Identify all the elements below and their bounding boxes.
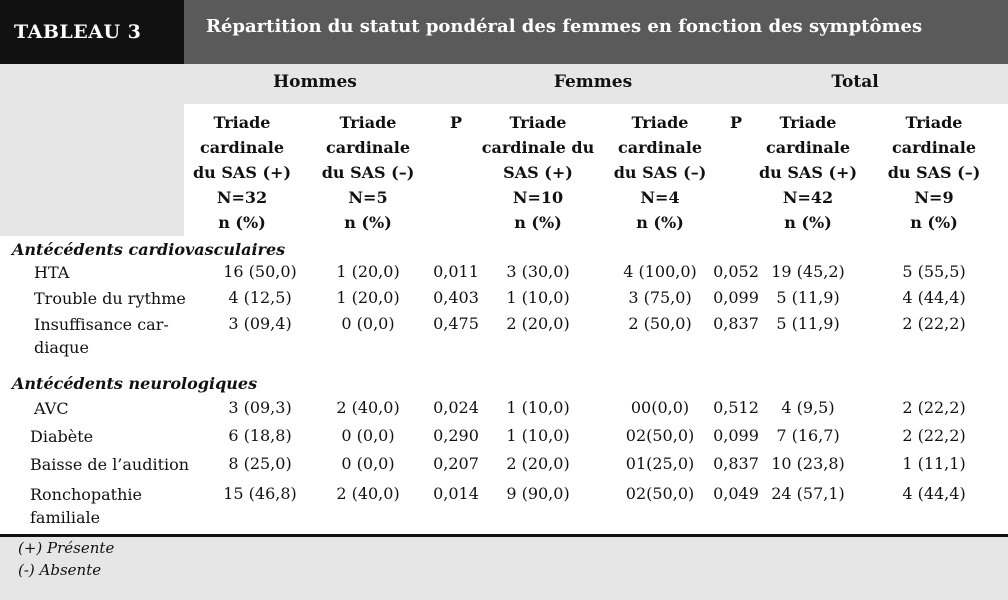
table-cell: 16 (50,0) <box>223 262 297 281</box>
table-cell: 0,024 <box>433 398 479 417</box>
row-label: HTA <box>34 263 70 282</box>
column-header-line: N=5 <box>348 188 388 207</box>
column-header-8 <box>874 110 994 235</box>
table-title: Répartition du statut pondéral des femmes en fonction des symptômes <box>184 0 1008 64</box>
table-cell: 6 (18,8) <box>228 426 292 445</box>
table-cell: 01(25,0) <box>625 454 695 473</box>
table-cell: 2 (40,0) <box>336 484 400 503</box>
table-cell: 1 (10,0) <box>506 288 570 307</box>
column-header-line: du SAS (–) <box>887 163 981 182</box>
table-cell: 00(0,0) <box>630 398 690 417</box>
table-cell: 0,403 <box>433 288 479 307</box>
table-body <box>0 236 1008 534</box>
column-header-line: N=4 <box>640 188 680 207</box>
table-cell: 2 (22,2) <box>902 314 966 333</box>
column-header-line: du SAS (–) <box>321 163 415 182</box>
table-cell: 0,099 <box>713 288 759 307</box>
table-cell: 0,014 <box>433 484 479 503</box>
table-cell: 4 (100,0) <box>623 262 697 281</box>
row-label: diaque <box>34 338 89 357</box>
section-title: Antécédents cardiovasculaires <box>12 240 286 259</box>
table-cell: 1 (10,0) <box>506 398 570 417</box>
table-cell: 1 (20,0) <box>336 288 400 307</box>
table-cell: 02(50,0) <box>625 426 695 445</box>
group-hommes: Hommes <box>273 72 357 92</box>
row-label: AVC <box>34 399 69 418</box>
row-label: familiale <box>30 508 101 527</box>
table-cell: 2 (22,2) <box>902 398 966 417</box>
column-header-line: n (%) <box>784 213 832 232</box>
table-cell: 9 (90,0) <box>506 484 570 503</box>
column-header-line: Triade <box>779 113 837 132</box>
table-cell: 2 (22,2) <box>902 426 966 445</box>
group-femmes: Femmes <box>553 72 633 92</box>
table-cell: 0 (0,0) <box>341 314 395 333</box>
table-cell: 4 (12,5) <box>228 288 292 307</box>
column-header-7 <box>748 110 868 235</box>
column-header-line: Triade <box>509 113 567 132</box>
footnote-absent: (-) Absente <box>18 561 102 579</box>
table-footnotes <box>0 537 1008 600</box>
table-cell: 0 (0,0) <box>341 454 395 473</box>
column-header-line: P <box>729 113 743 132</box>
column-header-line: cardinale <box>891 138 977 157</box>
table-cell: 0 (0,0) <box>341 426 395 445</box>
table-cell: 2 (40,0) <box>336 398 400 417</box>
footnote-present: (+) Présente <box>18 539 115 557</box>
column-header-line: du SAS (+) <box>192 163 292 182</box>
column-header-line: du SAS (–) <box>613 163 707 182</box>
column-header-line: n (%) <box>636 213 684 232</box>
column-header-line: cardinale <box>325 138 411 157</box>
column-header-line: Triade <box>213 113 271 132</box>
section-title: Antécédents neurologiques <box>12 374 258 393</box>
row-label: Trouble du rythme <box>34 289 186 308</box>
column-header-line: Triade <box>339 113 397 132</box>
group-total: Total <box>831 72 879 92</box>
column-header-line: n (%) <box>910 213 958 232</box>
column-header-line: N=9 <box>914 188 954 207</box>
column-header-line: SAS (+) <box>503 163 573 182</box>
column-header-line: cardinale <box>199 138 285 157</box>
table-cell: 3 (09,3) <box>228 398 292 417</box>
table-cell: 24 (57,1) <box>771 484 845 503</box>
table-header <box>0 0 1008 64</box>
table-cell: 2 (20,0) <box>506 314 570 333</box>
column-header-1 <box>182 110 302 235</box>
column-header-line: N=42 <box>782 188 834 207</box>
table-cell: 0,011 <box>433 262 479 281</box>
table-cell: 3 (09,4) <box>228 314 292 333</box>
table-cell: 4 (9,5) <box>781 398 835 417</box>
row-label: Diabète <box>30 427 94 446</box>
column-header-line: N=32 <box>216 188 268 207</box>
table-cell: 2 (20,0) <box>506 454 570 473</box>
column-header-row <box>184 104 1008 236</box>
column-header-line: cardinale <box>765 138 851 157</box>
column-header-line: Triade <box>905 113 963 132</box>
row-label: Insuffisance car- <box>34 315 169 334</box>
table-cell: 1 (11,1) <box>902 454 966 473</box>
table-cell: 8 (25,0) <box>228 454 292 473</box>
table-cell: 15 (46,8) <box>223 484 297 503</box>
table-cell: 3 (30,0) <box>506 262 570 281</box>
column-header-line: cardinale du <box>481 138 595 157</box>
table-cell: 0,512 <box>713 398 759 417</box>
column-header-line: P <box>449 113 463 132</box>
group-header-row <box>0 64 1008 104</box>
table-cell: 5 (11,9) <box>776 314 840 333</box>
table-cell: 3 (75,0) <box>628 288 692 307</box>
table-cell: 4 (44,4) <box>902 484 966 503</box>
column-header-line: n (%) <box>344 213 392 232</box>
table-cell: 0,290 <box>433 426 479 445</box>
table-cell: 02(50,0) <box>625 484 695 503</box>
table-cell: 0,052 <box>713 262 759 281</box>
row-label: Ronchopathie <box>30 485 142 504</box>
table-cell: 2 (50,0) <box>628 314 692 333</box>
table-cell: 10 (23,8) <box>771 454 845 473</box>
column-header-line: cardinale <box>617 138 703 157</box>
column-header-line: Triade <box>631 113 689 132</box>
column-header-line: n (%) <box>218 213 266 232</box>
table-cell: 0,099 <box>713 426 759 445</box>
table-cell: 5 (11,9) <box>776 288 840 307</box>
table-cell: 5 (55,5) <box>902 262 966 281</box>
column-header-4 <box>478 110 598 235</box>
table-cell: 1 (20,0) <box>336 262 400 281</box>
table-cell: 0,475 <box>433 314 479 333</box>
table-number: TABLEAU 3 <box>0 0 184 64</box>
table-cell: 19 (45,2) <box>771 262 845 281</box>
table-cell: 0,049 <box>713 484 759 503</box>
table-cell: 4 (44,4) <box>902 288 966 307</box>
column-header-line: du SAS (+) <box>758 163 858 182</box>
table-cell: 7 (16,7) <box>776 426 840 445</box>
column-header-line: n (%) <box>514 213 562 232</box>
table-cell: 0,837 <box>713 314 759 333</box>
table-cell: 0,207 <box>433 454 479 473</box>
column-header-line: N=10 <box>512 188 564 207</box>
table-cell: 0,837 <box>713 454 759 473</box>
table-cell: 1 (10,0) <box>506 426 570 445</box>
row-label: Baisse de l’audition <box>30 455 190 474</box>
